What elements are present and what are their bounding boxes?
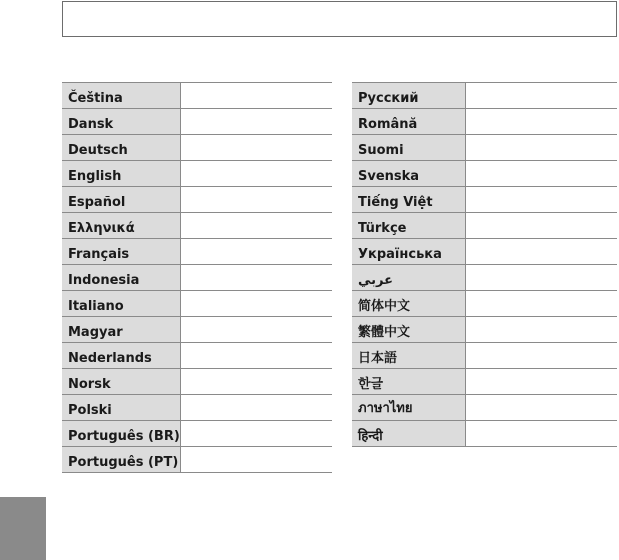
language-name: Svenska	[352, 161, 465, 187]
language-table-right	[352, 82, 617, 447]
language-value-cell	[180, 213, 332, 239]
table-row	[352, 83, 617, 109]
language-name: Dansk	[62, 109, 180, 135]
language-name: 简体中文	[352, 291, 465, 317]
language-name: Português (BR)	[62, 421, 180, 447]
table-row	[62, 213, 332, 239]
table-row	[352, 213, 617, 239]
table-row	[352, 395, 617, 421]
language-name: Deutsch	[62, 135, 180, 161]
table-row	[352, 421, 617, 447]
table-row	[352, 239, 617, 265]
language-name: ภาษาไทย	[352, 395, 465, 421]
language-name: 日本語	[352, 343, 465, 369]
empty-header-box	[62, 1, 617, 37]
language-value-cell	[465, 109, 617, 135]
language-name: 繁體中文	[352, 317, 465, 343]
language-value-cell	[180, 317, 332, 343]
table-row	[352, 187, 617, 213]
language-name: Română	[352, 109, 465, 135]
table-row	[62, 317, 332, 343]
table-row	[62, 395, 332, 421]
language-name: Tiếng Việt	[352, 187, 465, 213]
table-row	[62, 265, 332, 291]
language-value-cell	[465, 343, 617, 369]
table-row	[352, 291, 617, 317]
language-name: Français	[62, 239, 180, 265]
language-name: 한글	[352, 369, 465, 395]
language-name: Türkçe	[352, 213, 465, 239]
table-row	[352, 343, 617, 369]
language-name: Čeština	[62, 83, 180, 109]
table-row	[62, 421, 332, 447]
language-value-cell	[180, 83, 332, 109]
language-name: Norsk	[62, 369, 180, 395]
table-row	[62, 187, 332, 213]
language-value-cell	[465, 213, 617, 239]
language-value-cell	[465, 421, 617, 447]
table-row	[62, 343, 332, 369]
language-value-cell	[180, 265, 332, 291]
language-value-cell	[465, 239, 617, 265]
table-row	[62, 83, 332, 109]
language-value-cell	[465, 395, 617, 421]
language-table-left	[62, 82, 332, 473]
language-value-cell	[180, 343, 332, 369]
language-name: English	[62, 161, 180, 187]
language-value-cell	[180, 109, 332, 135]
table-row	[62, 161, 332, 187]
language-value-cell	[465, 265, 617, 291]
language-name: Magyar	[62, 317, 180, 343]
language-name: Ελληνικά	[62, 213, 180, 239]
language-name: Suomi	[352, 135, 465, 161]
language-value-cell	[465, 83, 617, 109]
language-value-cell	[465, 317, 617, 343]
table-row	[352, 369, 617, 395]
language-value-cell	[180, 447, 332, 473]
table-row	[352, 317, 617, 343]
language-value-cell	[465, 161, 617, 187]
table-row	[62, 291, 332, 317]
language-name: Русский	[352, 83, 465, 109]
language-value-cell	[180, 187, 332, 213]
language-name: عربي	[352, 265, 465, 291]
language-value-cell	[180, 369, 332, 395]
language-value-cell	[180, 135, 332, 161]
language-name: Polski	[62, 395, 180, 421]
language-value-cell	[180, 421, 332, 447]
table-row	[352, 109, 617, 135]
language-name: हिन्दी	[352, 421, 465, 447]
side-thumb-tab	[0, 497, 46, 560]
table-row	[352, 135, 617, 161]
language-name: Italiano	[62, 291, 180, 317]
language-value-cell	[465, 369, 617, 395]
language-name: Українська	[352, 239, 465, 265]
language-value-cell	[180, 395, 332, 421]
language-value-cell	[180, 161, 332, 187]
language-name: Español	[62, 187, 180, 213]
language-value-cell	[465, 135, 617, 161]
language-value-cell	[180, 239, 332, 265]
table-row	[352, 265, 617, 291]
language-name: Indonesia	[62, 265, 180, 291]
table-row	[352, 161, 617, 187]
language-name: Português (PT)	[62, 447, 180, 473]
table-row	[62, 135, 332, 161]
table-row	[62, 109, 332, 135]
language-value-cell	[180, 291, 332, 317]
language-name: Nederlands	[62, 343, 180, 369]
language-value-cell	[465, 291, 617, 317]
table-row	[62, 447, 332, 473]
table-row	[62, 369, 332, 395]
table-row	[62, 239, 332, 265]
language-value-cell	[465, 187, 617, 213]
